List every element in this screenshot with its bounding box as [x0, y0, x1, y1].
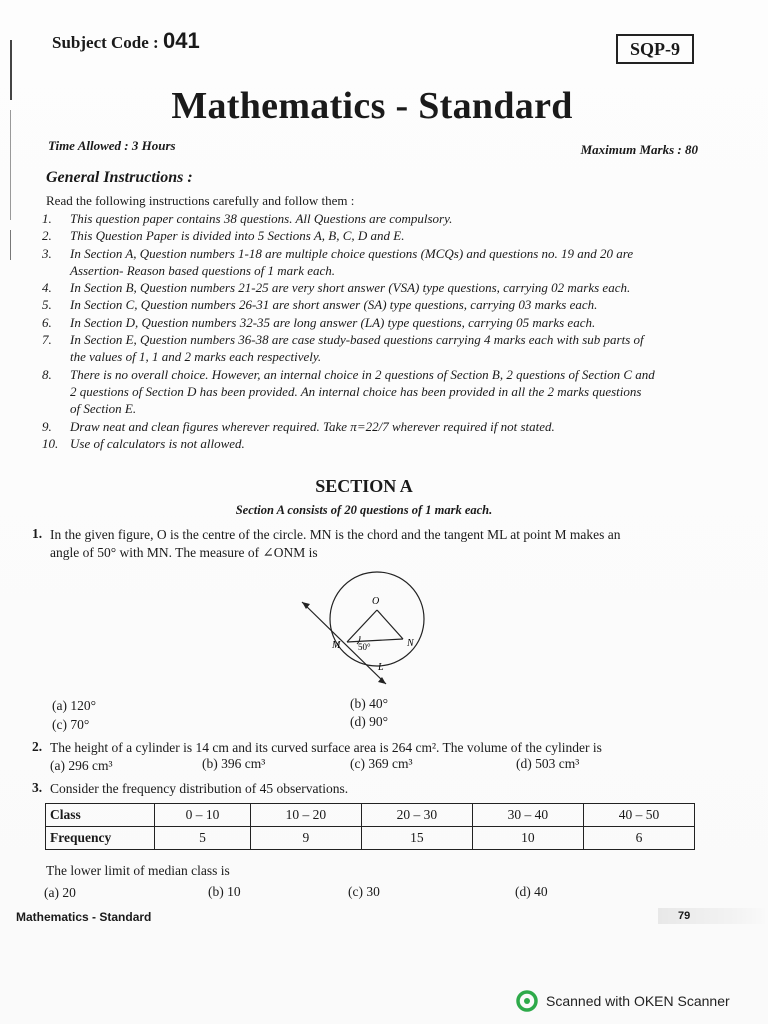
q3-option-b: (b) 10 — [208, 884, 241, 899]
instruction-number: 10. — [42, 435, 59, 451]
figure-label-l: L — [378, 662, 384, 673]
question-number: 2. — [32, 739, 43, 754]
instruction-number: 3. — [42, 245, 52, 261]
instruction-text: the values of 1, 1 and 2 marks each respectively. — [70, 349, 322, 365]
section-title: SECTION A — [315, 476, 413, 496]
question-3 — [32, 780, 712, 800]
instruction-text: Use of calculators is not allowed. — [70, 435, 245, 451]
q3-option-c: (c) 30 — [348, 884, 380, 899]
question-text: The height of a cylinder is 14 cm and its curved surface area is 264 cm². The volume of the cylinder is — [50, 740, 602, 755]
q2-option-c: (c) 369 cm³ — [350, 756, 413, 771]
q2-option-b: (b) 396 cm³ — [202, 756, 266, 771]
instruction-item — [42, 366, 702, 383]
instruction-text: Draw neat and clean figures wherever required. Take π=22/7 wherever required if not stated. — [70, 418, 555, 434]
question-text-line1: In the given figure, O is the centre of the circle. MN is the chord and the tangent ML at point M makes an — [50, 527, 621, 542]
paper-id-box: SQP-9 — [616, 34, 694, 64]
maximum-marks: Maximum Marks : 80 — [580, 142, 698, 157]
instruction-number: 5. — [42, 297, 52, 313]
instruction-item — [42, 400, 702, 417]
instruction-number: 1. — [42, 211, 52, 226]
instruction-number: 9. — [42, 418, 52, 434]
scanner-logo-icon — [516, 990, 538, 1012]
instruction-text: 2 questions of Section D has been provided. An internal choice has been provided in all the 2 marks questions — [70, 383, 642, 399]
table-cell: 10 – 20 — [250, 804, 361, 827]
page-number: 79 — [658, 908, 768, 924]
frequency-table — [45, 803, 695, 850]
instruction-text: In Section A, Question numbers 1-18 are multiple choice questions (MCQs) and questions no. 19 and 20 are — [70, 245, 634, 261]
instructions-list — [42, 210, 702, 452]
section-subtitle: Section A consists of 20 questions of 1 mark each. — [235, 503, 493, 517]
table-cell: 15 — [361, 827, 472, 850]
q1-option-a: (a) 120° — [52, 698, 97, 713]
scanner-watermark-text: Scanned with OKEN Scanner — [546, 993, 730, 1009]
instruction-item — [42, 418, 702, 435]
subject-code-value: 041 — [162, 28, 200, 53]
instruction-text: In Section E, Question numbers 36-38 are case study-based questions carrying 4 marks each with sub parts of — [70, 332, 644, 348]
figure-label-o: O — [372, 596, 380, 607]
instruction-number — [42, 262, 70, 279]
instructions-heading: General Instructions : — [46, 169, 193, 186]
instruction-text: This question paper contains 38 questions. All Questions are compulsory. — [70, 211, 453, 226]
table-row-label: Frequency — [46, 827, 155, 850]
question-number: 1. — [32, 526, 43, 541]
instruction-number — [42, 383, 70, 400]
instruction-number: 7. — [42, 332, 52, 348]
instruction-number: 4. — [42, 280, 52, 296]
instruction-text: In Section C, Question numbers 26-31 are short answer (SA) type questions, carrying 03 marks each. — [70, 297, 598, 313]
subject-code-label: Subject Code : — [52, 33, 159, 52]
figure-angle-label: 50° — [358, 642, 371, 652]
instruction-text: There is no overall choice. However, an internal choice in 2 questions of Section B, 2 questions of Section C and — [70, 366, 655, 382]
instruction-text: of Section E. — [70, 401, 137, 417]
q1-option-c: (c) 70° — [52, 717, 90, 732]
instruction-text: Assertion- Reason based questions of 1 mark each. — [70, 262, 336, 278]
instruction-number: 8. — [42, 366, 52, 382]
instruction-text: In Section D, Question numbers 32-35 are long answer (LA) type questions, carrying 05 marks each. — [70, 314, 596, 330]
instruction-number — [42, 400, 70, 417]
time-allowed: Time Allowed : 3 Hours — [48, 138, 176, 153]
table-cell: 40 – 50 — [583, 804, 694, 827]
table-row — [46, 827, 695, 850]
instructions-intro: Read the following instructions carefully and follow them : — [46, 193, 355, 208]
page-title: Mathematics - Standard — [171, 85, 573, 127]
scanner-watermark — [516, 990, 730, 1012]
figure-label-n: N — [407, 638, 414, 649]
instruction-number: 2. — [42, 228, 52, 244]
instruction-text: This Question Paper is divided into 5 Sections A, B, C, D and E. — [70, 228, 405, 244]
subject-code — [52, 28, 200, 54]
instruction-item — [42, 210, 702, 227]
footer-subject: Mathematics - Standard — [16, 910, 152, 924]
question-1 — [32, 526, 712, 566]
q3-prompt: The lower limit of median class is — [46, 863, 230, 878]
table-cell: 9 — [250, 827, 361, 850]
instruction-number: 6. — [42, 314, 52, 330]
instruction-item — [42, 383, 702, 400]
instruction-item — [42, 245, 702, 262]
q3-option-d: (d) 40 — [515, 884, 548, 899]
instruction-item — [42, 348, 702, 365]
table-cell: 20 – 30 — [361, 804, 472, 827]
q2-option-a: (a) 296 cm³ — [50, 758, 113, 773]
instruction-number — [42, 348, 70, 365]
circle-tangent-figure — [290, 562, 430, 692]
table-cell: 30 – 40 — [472, 804, 583, 827]
instruction-item — [42, 296, 702, 313]
table-cell: 5 — [155, 827, 251, 850]
scan-edge-mark — [10, 230, 11, 260]
q2-option-d: (d) 503 cm³ — [516, 756, 580, 771]
instruction-item — [42, 331, 702, 348]
instruction-item — [42, 279, 702, 296]
table-cell: 6 — [583, 827, 694, 850]
q1-option-b: (b) 40° — [350, 696, 389, 711]
table-row — [46, 804, 695, 827]
instruction-item — [42, 262, 702, 279]
instruction-item — [42, 435, 702, 452]
q1-option-d: (d) 90° — [350, 714, 389, 729]
question-text-line2: angle of 50° with MN. The measure of ∠ONM is — [50, 545, 318, 560]
table-cell: 10 — [472, 827, 583, 850]
q3-option-a: (a) 20 — [44, 885, 76, 900]
question-text: Consider the frequency distribution of 45 observations. — [50, 781, 349, 796]
instruction-item — [42, 314, 702, 331]
figure-label-m: M — [332, 640, 341, 651]
question-number: 3. — [32, 780, 43, 795]
instruction-text: In Section B, Question numbers 21-25 are very short answer (VSA) type questions, carrying 02 marks each. — [70, 280, 631, 296]
table-row-label: Class — [46, 804, 155, 827]
instruction-item — [42, 227, 702, 244]
table-cell: 0 – 10 — [155, 804, 251, 827]
